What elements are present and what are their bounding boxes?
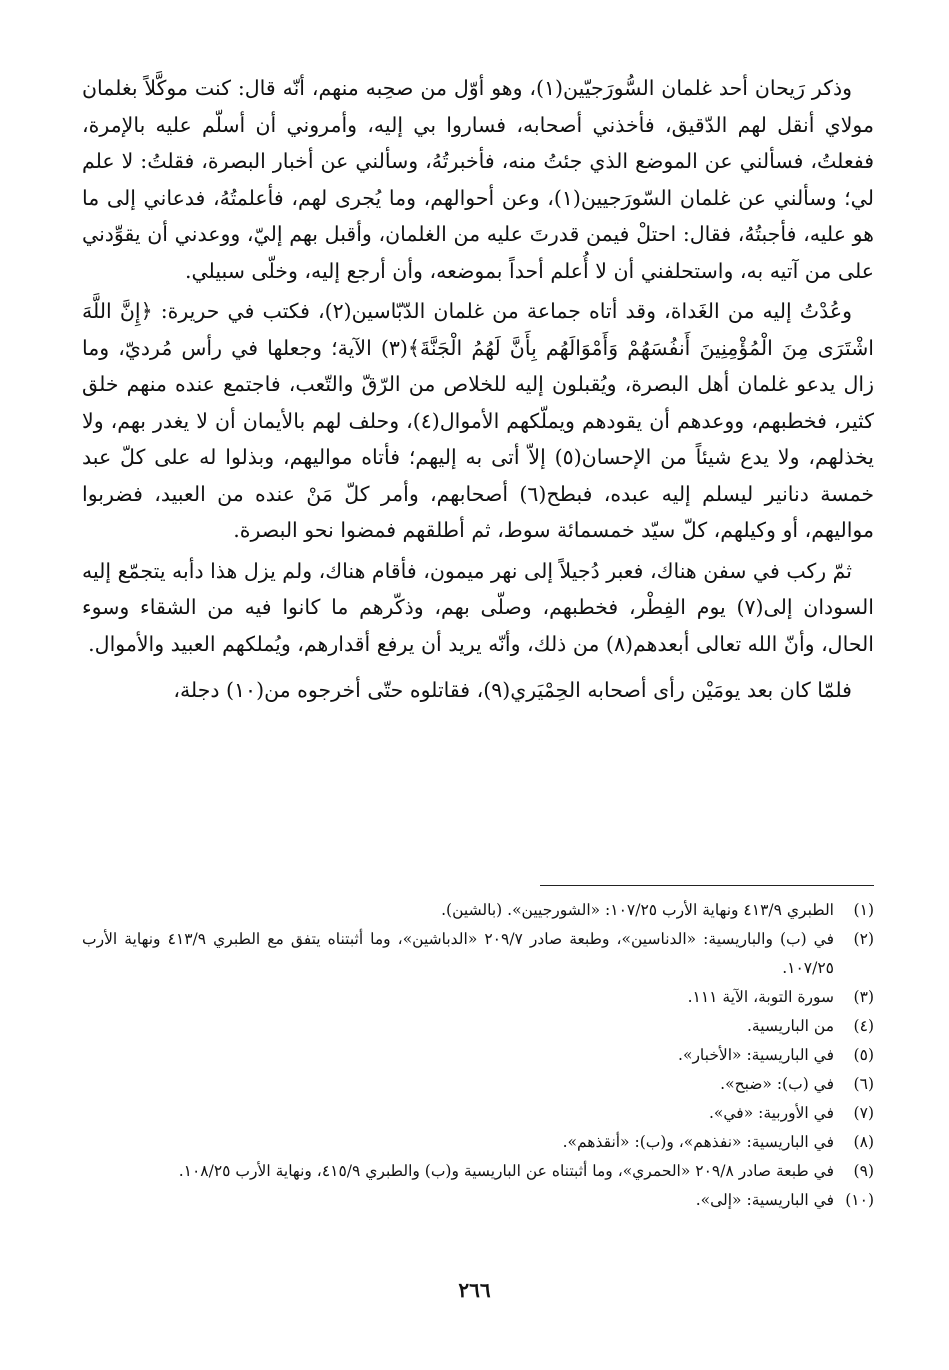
footnote-number: (٥) bbox=[853, 1046, 874, 1064]
paragraph-2: وعُدْتُ إليه من الغَداة، وقد أتاه جماعة من غلمان الدّبّاسين(٢)، فكتب في حريرة: ﴿إِنَّ اللَّهَ اشْتَرَى مِنَ الْمُؤْمِنِينَ أَنفُسَهُمْ وَأَمْوَالَهُم بِأَنَّ لَهُمُ الْجَنَّةَ﴾(٣) الآية؛ وجعلها في رأس مُرديّ، وما زال يدعو غلمان أهل البصرة، ويُقبلون إليه للخلاص من الرّقّ والتّعب، فاجتمع عنده منهم خلق كثير، فخطبهم، ووعدهم أن يقودهم ويملّكهم الأموال(٤)، وحلف لهم بالأيمان أن لا يغدر بهم، ولا يخذلهم، ولا يدع شيئاً من الإحسان(٥) إلاّ أتى به إليهم؛ فأتاه مواليهم، وبذلوا له على كلّ عبد خمسة دنانير ليسلم إليه عبده، فبطح(٦) أصحابهم، وأمر كلّ مَنْ عنده من العبيد، فضربوا مواليهم، أو وكيلهم، كلّ سيّد خمسمائة سوط، ثم أطلقهم فمضوا نحو البصرة. bbox=[82, 299, 875, 542]
footnote-text: في (ب): «ضبح». bbox=[720, 1075, 834, 1093]
footnote-9 bbox=[82, 1157, 874, 1186]
footnote-3 bbox=[82, 983, 874, 1012]
footnote-text: في طبعة صادر ٢٠٩/٨ «الحمري»، وما أثبتناه عن الباريسية و(ب) والطبري ٤١٥/٩، ونهاية الأرب ١٠٨/٢٥. bbox=[178, 1162, 834, 1180]
footnote-number: (١) bbox=[853, 901, 874, 919]
footnote-number: (١٠) bbox=[845, 1191, 874, 1209]
footnote-text: الطبري ٤١٣/٩ ونهاية الأرب ١٠٧/٢٥: «الشورجيين». (بالشين). bbox=[441, 901, 834, 919]
footnote-8 bbox=[82, 1128, 874, 1157]
main-text bbox=[82, 70, 874, 713]
footnote-text: في الباريسية: «إلى». bbox=[695, 1191, 834, 1209]
footnote-text: من الباريسية. bbox=[747, 1017, 834, 1035]
footnote-text: في الباريسية: «الأخبار». bbox=[678, 1046, 834, 1064]
footnote-6 bbox=[82, 1070, 874, 1099]
footnote-number: (٤) bbox=[853, 1017, 874, 1035]
page-number: ٢٦٦ bbox=[458, 1278, 491, 1302]
footnote-5 bbox=[82, 1041, 874, 1070]
footnote-1 bbox=[82, 896, 874, 925]
footnote-number: (٨) bbox=[853, 1133, 874, 1151]
paragraph-4: فلمّا كان بعد يومَيْن رأى أصحابه الحِمْيَري(٩)، فقاتلوه حتّى أخرجوه من(١٠) دجلة، bbox=[173, 678, 852, 702]
paragraph-1: وذكر رَيحان أحد غلمان السُّورَجيّين(١)، وهو أوّل من صحِبه منهم، أنّه قال: كنت موكَّلاً بغلمان مولاي أنقل لهم الدّقيق، فأخذني أصحابه، فساروا بي إليه، وأمروني أن أسلّم عليه بالإمرة، ففعلتُ، فسألني عن الموضع الذي جئتُ منه، فأخبرتُهُ، وسألني عن أخبار البصرة، فقلتُ: لا علم لي؛ وسألني عن غلمان السّورَجيين(١)، وعن أحوالهم، وما يُجرى لهم، فأعلمتُهُ، فدعاني إلى ما هو عليه، فأجبتُهُ، فقال: احتلْ فيمن قدرتَ عليه من الغلمان، وأقبل بهم إليّ، ووعدني أن يقوِّدني على من آتيه به، واستحلفني أن لا أُعلم أحداً بموضعه، وأن أرجع إليه، وخلّى سبيلي. bbox=[82, 76, 874, 283]
paragraph-3: ثمّ ركب في سفن هناك، فعبر دُجيلاً إلى نهر ميمون، فأقام هناك، ولم يزل هذا دأبه يتجمّع إليه السودان إلى(٧) يوم الفِطْر، فخطبهم، وصلّى بهم، وذكّرهم ما كانوا فيه من الشقاء وسوء الحال، وأنّ الله تعالى أبعدهم(٨) من ذلك، وأنّه يريد أن يرفع أقدارهم، ويُملكهم العبيد والأموال. bbox=[82, 558, 874, 656]
footnote-number: (٦) bbox=[853, 1075, 874, 1093]
footnote-number: (٩) bbox=[853, 1162, 874, 1180]
footnote-number: (٢) bbox=[853, 930, 874, 948]
footnote-text: سورة التوبة، الآية ١١١. bbox=[687, 988, 834, 1006]
footnote-divider bbox=[540, 885, 874, 886]
footnote-text: في (ب) والباريسية: «الدناسين»، وطبعة صادر ٢٠٩/٧ «الدباشين»، وما أثبتناه يتفق مع الطبري ٤١٣/٩ ونهاية الأرب ١٠٧/٢٥. bbox=[82, 930, 835, 977]
footnote-10 bbox=[82, 1186, 874, 1215]
footnotes bbox=[82, 896, 874, 1215]
footnote-7 bbox=[82, 1099, 874, 1128]
footnote-2 bbox=[82, 925, 874, 983]
footnote-number: (٣) bbox=[853, 988, 874, 1006]
footnote-4 bbox=[82, 1012, 874, 1041]
footnote-text: في الأوربية: «في». bbox=[708, 1104, 834, 1122]
footnote-number: (٧) bbox=[853, 1104, 874, 1122]
footnote-text: في الباريسية: «نفذهم»، و(ب): «أنقذهم». bbox=[562, 1133, 834, 1151]
